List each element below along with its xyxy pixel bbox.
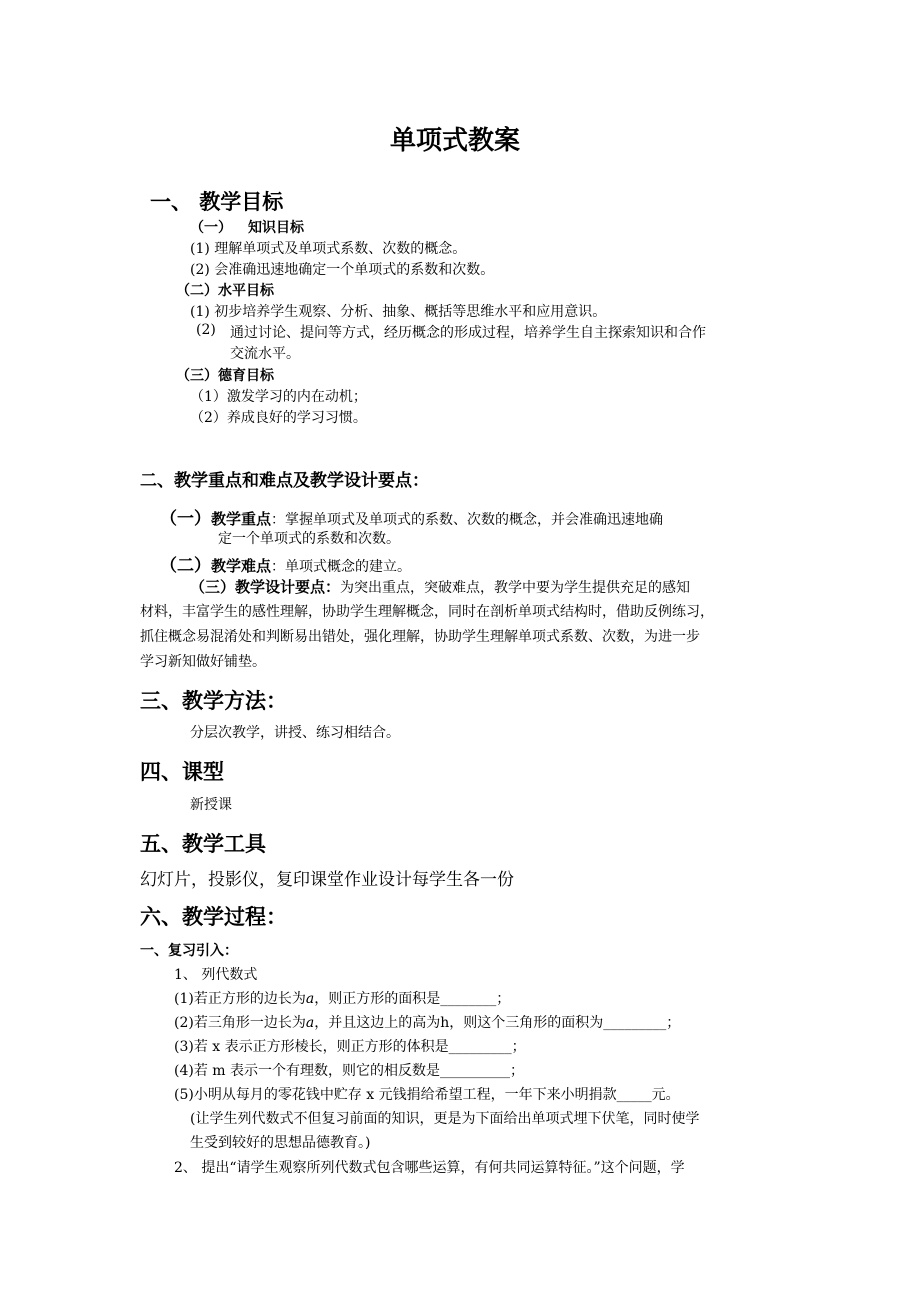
methods-text: 分层次教学，讲授、练习相结合。 bbox=[190, 725, 400, 741]
knowledge-title: 知识目标 bbox=[248, 220, 304, 236]
design-line-4: 学习新知做好铺垫。 bbox=[140, 654, 266, 670]
difficulty-title: 教学难点 bbox=[211, 557, 272, 575]
ability-item-2-number: (2) bbox=[196, 322, 216, 338]
question-4: (4)若 m 表示一个有理数，则它的相反数是__________； bbox=[174, 1063, 525, 1079]
knowledge-item-1: (1) 理解单项式及单项式系数、次数的概念。 bbox=[190, 241, 467, 257]
question-2 bbox=[174, 1012, 680, 1032]
design-label: （三）教学设计要点： bbox=[190, 578, 341, 596]
ability-item-2-line-2: 交流水平。 bbox=[230, 346, 300, 362]
moral-item-2: （2）养成良好的学习习惯。 bbox=[190, 410, 367, 426]
question-1-post: ，则正方形的面积是________； bbox=[314, 991, 511, 1007]
moral-item-1: （1）激发学习的内在动机； bbox=[190, 389, 367, 405]
question-2-post: ，并且这边上的高为h，则这个三角形的面积为_________； bbox=[314, 1015, 681, 1031]
design-text-1: 为突出重点，突破难点，教学中要为学生提供充足的感知 bbox=[340, 580, 691, 596]
design-line-1 bbox=[190, 576, 690, 597]
key-point-line-2: 定一个单项式的系数和次数。 bbox=[218, 531, 400, 547]
key-point-line-1 bbox=[160, 504, 663, 529]
design-line-2: 材料，丰富学生的感性理解，协助学生理解概念，同时在剖析单项式结构时，借助反例练习， bbox=[140, 604, 714, 620]
ability-title: （二）水平目标 bbox=[176, 283, 274, 299]
question-3: (3)若 x 表示正方形棱长，则正方形的体积是_________； bbox=[174, 1039, 526, 1055]
question-1-var: a bbox=[305, 991, 315, 1007]
moral-title: （三）德育目标 bbox=[176, 368, 274, 384]
question-2-var: a bbox=[305, 1015, 315, 1031]
question-5: (5)小明从每月的零花钱中贮存 x 元钱捐给希望工程，一年下来小明捐款_____元。 bbox=[174, 1087, 680, 1103]
ability-item-2-line-1: 通过讨论、提问等方式，经历概念的形成过程，培养学生自主探索知识和合作 bbox=[230, 325, 706, 341]
note-line-1: (让学生列代数式不但复习前面的知识，更是为下面给出单项式埋下伏笔，同时使学 bbox=[190, 1111, 700, 1127]
knowledge-item-2: (2) 会准确迅速地确定一个单项式的系数和次数。 bbox=[190, 262, 495, 278]
key-point-label: （一） bbox=[160, 509, 211, 529]
ability-item-1: (1) 初步培养学生观察、分析、抽象、概括等思维水平和应用意识。 bbox=[190, 304, 607, 320]
design-line-3: 抓住概念易混淆处和判断易出错处，强化理解，协助学生理解单项式系数、次数，为进一步 bbox=[140, 629, 700, 645]
note-line-2: 生受到较好的思想品德教育。) bbox=[190, 1135, 371, 1151]
section-heading-key-points: 二、教学重点和难点及教学设计要点： bbox=[140, 471, 429, 491]
process-item-1: 1、 列代数式 bbox=[174, 967, 258, 983]
page-title: 单项式教案 bbox=[390, 126, 521, 156]
difficulty-text: ：单项式概念的建立。 bbox=[271, 559, 412, 575]
difficulty-line bbox=[160, 551, 411, 576]
question-1-pre: (1)若正方形的边长为 bbox=[174, 991, 306, 1007]
section-heading-lesson-type: 四、课型 bbox=[140, 760, 224, 784]
difficulty-label: （二） bbox=[160, 556, 211, 576]
tools-text: 幻灯片，投影仪，复印课堂作业设计每学生各一份 bbox=[140, 870, 514, 890]
question-1 bbox=[174, 988, 510, 1008]
lesson-type-text: 新授课 bbox=[190, 797, 232, 813]
process-sub-heading: 一、复习引入： bbox=[140, 943, 238, 959]
key-point-text: ：掌握单项式及单项式的系数、次数的概念，并会准确迅速地确 bbox=[271, 512, 664, 528]
process-item-2: 2、 提出“请学生观察所列代数式包含哪些运算，有何共同运算特征。”这个问题，学 bbox=[174, 1160, 685, 1176]
section-heading-process: 六、教学过程： bbox=[140, 905, 287, 929]
section-heading-objectives: 一、 教学目标 bbox=[150, 190, 284, 214]
knowledge-label: （一） bbox=[190, 220, 232, 236]
section-heading-tools: 五、教学工具 bbox=[140, 832, 266, 856]
question-2-pre: (2)若三角形一边长为 bbox=[174, 1015, 306, 1031]
key-point-title: 教学重点 bbox=[211, 510, 272, 528]
section-heading-methods: 三、教学方法： bbox=[140, 689, 287, 713]
